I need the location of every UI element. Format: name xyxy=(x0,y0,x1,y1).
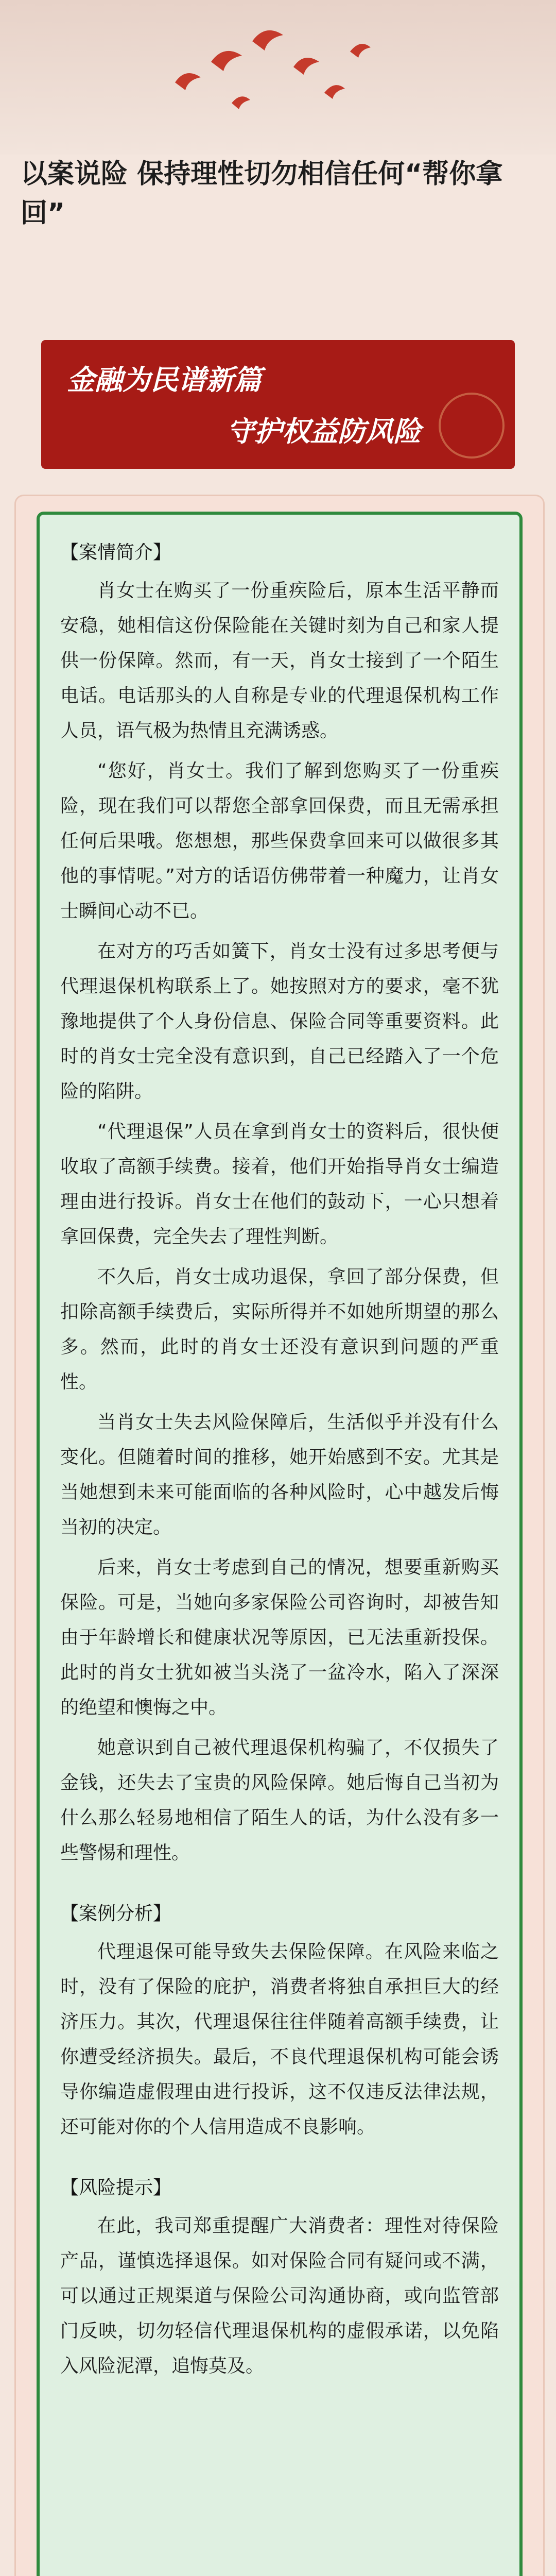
banner-ornament xyxy=(439,393,505,459)
doves-decoration xyxy=(154,21,402,134)
page-title: 以案说险 保持理性切勿相信任何“帮你拿回” xyxy=(21,159,503,229)
paragraph: 当肖女士失去风险保障后，生活似乎并没有什么变化。但随着时间的推移，她开始感到不安。尤其是当她想到未来可能面临的各种风险时，心中越发后悔当初的决定。 xyxy=(60,1412,499,1538)
section-risk-warning xyxy=(60,2171,499,2384)
paragraph: “您好，肖女士。我们了解到您购买了一份重疾险，现在我们可以帮您全部拿回保费，而且无需承担任何后果哦。您想想，那些保费拿回来可以做很多其他的事情呢。”对方的话语仿佛带着一种魔力，让肖女士瞬间心动不已。 xyxy=(60,760,499,922)
article-frame xyxy=(14,495,545,2576)
paragraph: 她意识到自己被代理退保机构骗了，不仅损失了金钱，还失去了宝贵的风险保障。她后悔自己当初为什么那么轻易地相信了陌生人的话，为什么没有多一些警惕和理性。 xyxy=(60,1737,499,1863)
section-case-analysis xyxy=(60,1896,499,2145)
banner-line-1: 金融为民谱新篇 xyxy=(67,364,262,396)
section-title: 【风险提示】 xyxy=(60,2177,172,2198)
paragraph: 后来，肖女士考虑到自己的情况，想要重新购买保险。可是，当她向多家保险公司咨询时，却被告知由于年龄增长和健康状况等原因，已无法重新投保。此时的肖女士犹如被当头浇了一盆冷水，陷入了深深的绝望和懊悔之中。 xyxy=(60,1557,499,1718)
section-title: 【案情简介】 xyxy=(60,542,172,563)
top-banner xyxy=(0,0,556,155)
paragraph: 在此，我司郑重提醒广大消费者：理性对待保险产品，谨慎选择退保。如对保险合同有疑问或不满，可以通过正规渠道与保险公司沟通协商，或向监管部门反映，切勿轻信代理退保机构的虚假承诺，以免陷入风险泥潭，追悔莫及。 xyxy=(60,2215,499,2377)
paragraph: 代理退保可能导致失去保险保障。在风险来临之时，没有了保险的庇护，消费者将独自承担巨大的经济压力。其次，代理退保往往伴随着高额手续费，让你遭受经济损失。最后，不良代理退保机构可能会诱导你编造虚假理由进行投诉，这不仅违反法律法规，还可能对你的个人信用造成不良影响。 xyxy=(60,1941,499,2138)
article-card xyxy=(37,512,523,2576)
paragraph: “代理退保”人员在拿到肖女士的资料后，很快便收取了高额手续费。接着，他们开始指导肖女士编造理由进行投诉。肖女士在他们的鼓动下，一心只想着拿回保费，完全失去了理性判断。 xyxy=(60,1121,499,1247)
theme-banner xyxy=(41,340,515,469)
paragraph: 不久后，肖女士成功退保，拿回了部分保费，但扣除高额手续费后，实际所得并不如她所期望的那么多。然而，此时的肖女士还没有意识到问题的严重性。 xyxy=(60,1266,499,1393)
paragraph: 在对方的巧舌如簧下，肖女士没有过多思考便与代理退保机构联系上了。她按照对方的要求，毫不犹豫地提供了个人身份信息、保险合同等重要资料。此时的肖女士完全没有意识到，自己已经踏入了一个危险的陷阱。 xyxy=(60,941,499,1102)
section-title: 【案例分析】 xyxy=(60,1903,172,1924)
section-case-summary xyxy=(60,535,499,1871)
banner-line-2: 守护权益防风险 xyxy=(227,415,421,448)
paragraph: 肖女士在购买了一份重疾险后，原本生活平静而安稳，她相信这份保险能在关键时刻为自己和家人提供一份保障。然而，有一天，肖女士接到了一个陌生电话。电话那头的人自称是专业的代理退保机构工作人员，语气极为热情且充满诱惑。 xyxy=(60,580,499,741)
